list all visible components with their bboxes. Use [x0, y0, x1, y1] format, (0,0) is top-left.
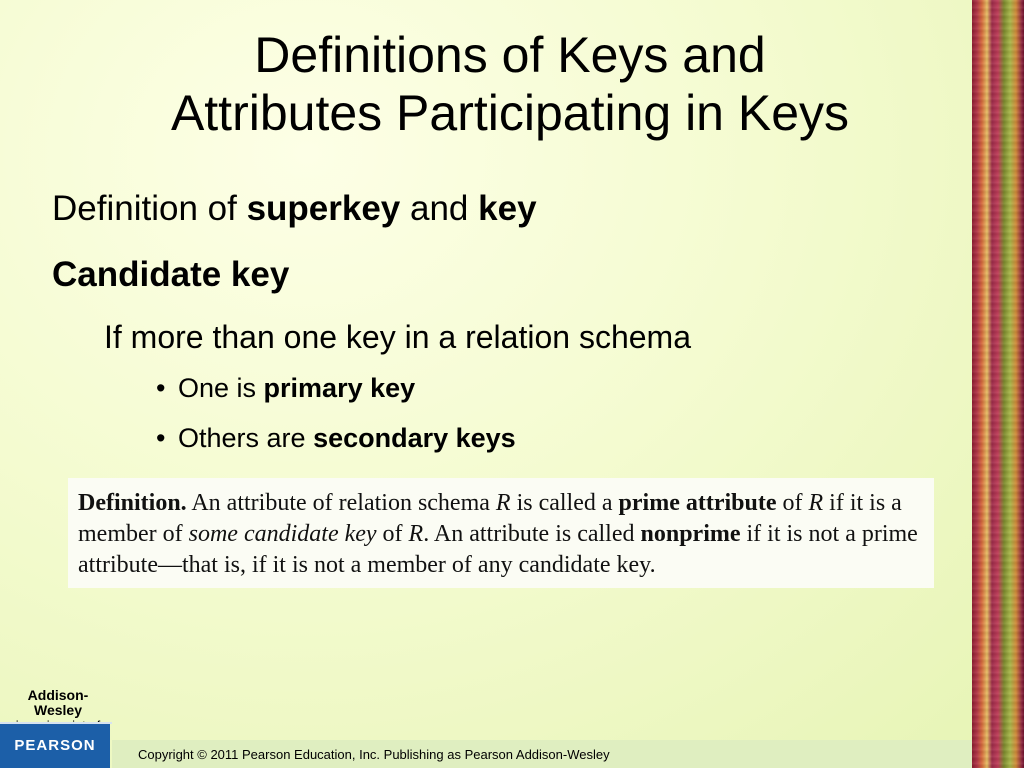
def-r-1: R — [495, 490, 511, 516]
multiple-keys-line: If more than one key in a relation schema — [104, 319, 691, 355]
key-term: key — [478, 189, 537, 228]
def-text-7: if it is not a prime attribute—that is, if it is not a member of any candidate key. — [78, 521, 918, 578]
def-text-6: . An attribute is called — [423, 521, 641, 547]
publisher-name: Addison-Wesley — [27, 687, 89, 718]
def-text-2: is called a — [510, 490, 619, 516]
superkey-definition-line — [52, 186, 537, 232]
superkey-term: superkey — [246, 189, 401, 228]
primary-key-term: primary key — [263, 373, 416, 403]
line1-prefix: Definition of — [52, 189, 247, 228]
def-text-1: An attribute of relation schema — [186, 490, 496, 516]
decorative-stripe — [972, 0, 1024, 768]
prime-attribute-definition-box — [68, 478, 934, 588]
copyright-text: Copyright © 2011 Pearson Education, Inc. Publishing as Pearson Addison-Wesley — [138, 747, 610, 762]
def-text-4: if it is a member of — [78, 490, 902, 547]
nonprime-term: nonprime — [640, 521, 741, 547]
bullet-icon: • — [156, 423, 166, 453]
bullet1-prefix: One is — [178, 373, 264, 403]
some-candidate-key-term: some candidate key — [188, 521, 377, 547]
def-r-3: R — [408, 521, 424, 547]
def-r-2: R — [808, 490, 824, 516]
prime-attribute-term: prime attribute — [618, 490, 777, 516]
bullet-primary-key — [156, 370, 415, 406]
bullet2-prefix: Others are — [178, 423, 314, 453]
line1-mid: and — [400, 189, 479, 228]
bullet-secondary-keys — [156, 420, 516, 456]
slide-title — [40, 26, 980, 142]
def-text-3: of — [776, 490, 809, 516]
bullet-icon: • — [156, 373, 166, 403]
pearson-logo: PEARSON — [0, 724, 110, 768]
definition-label: Definition. — [78, 490, 187, 516]
secondary-keys-term: secondary keys — [313, 423, 516, 453]
title-line-1: Definitions of Keys and — [254, 27, 766, 83]
candidate-key-heading: Candidate key — [52, 255, 290, 294]
title-line-2: Attributes Participating in Keys — [170, 85, 850, 141]
def-text-5: of — [376, 521, 409, 547]
